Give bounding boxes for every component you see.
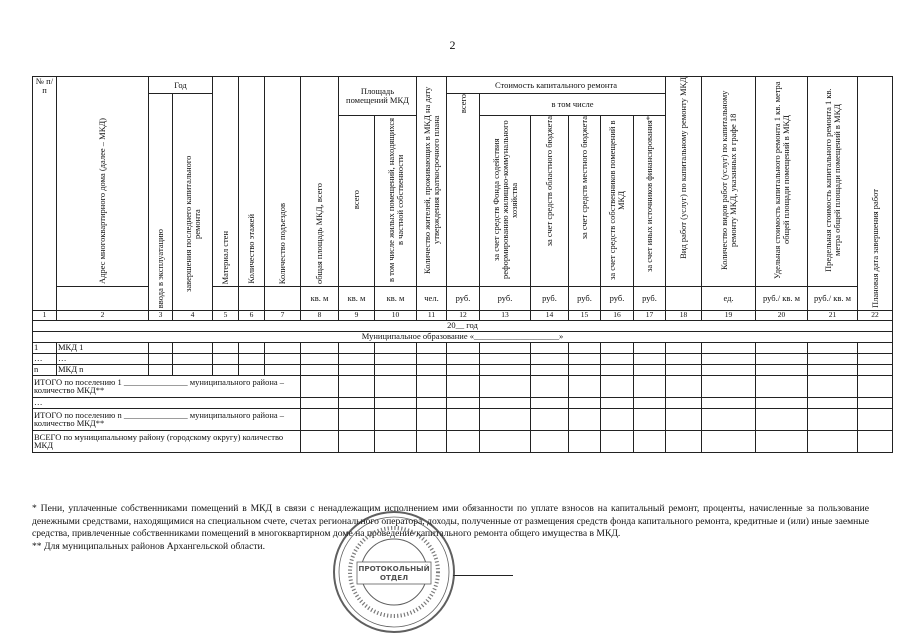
total-settlement-n: ИТОГО по поселению n _______________ муниципального района – количество МКД** (33, 408, 301, 430)
col-number: 6 (239, 310, 265, 320)
hdr-fund: за счет средств Фонда содействия реформированию жилищно-коммунального хозяйства (490, 120, 519, 280)
hdr-local: за счет средств местного бюджета (579, 116, 590, 240)
col-number: 21 (808, 310, 858, 320)
hdr-entrances: Количество подъездов (277, 202, 288, 284)
col-number: 16 (601, 310, 634, 320)
hdr-cost: Стоимость капитального ремонта (447, 77, 666, 94)
hdr-work-count: Количество видов работ (услуг) по капитальному ремонту МКД, указанных в графе 18 (718, 90, 738, 270)
col-number: 4 (173, 310, 213, 320)
hdr-plan-date: Плановая дата завершения работ (869, 188, 880, 308)
col-number: 22 (858, 310, 893, 320)
unit-col21: руб./ кв. м (808, 286, 858, 310)
svg-text:ОТДЕЛ: ОТДЕЛ (379, 573, 409, 582)
grand-total: ВСЕГО по муниципальному району (городскому округу) количество МКД (33, 430, 301, 452)
hdr-residents: Количество жителей, проживающих в МКД на дату утверждения краткосрочного плана (421, 86, 441, 274)
col-number: 2 (57, 310, 149, 320)
table-row (33, 342, 893, 353)
unit-col15: руб. (569, 286, 601, 310)
col-number: 18 (666, 310, 702, 320)
official-stamp-icon (330, 508, 458, 636)
table-row (33, 408, 893, 430)
hdr-premises-area: Площадь помещений МКД (339, 77, 417, 116)
total-settlement-1: ИТОГО по поселению 1 _______________ муниципального района – количество МКД** (33, 375, 301, 397)
footnote-1: * Пени, уплаченные собственниками помещений в МКД в связи с ненадлежащим исполнением ими обязанности по уплате взносов на капитальный ремонт, проценты, начисленные за пользование денежными средствами, находящимися на специальном счете, счетах регионального оператора, доходы, полученные от размещения средств фонда капитального ремонта, кредитные и (или) иные заемные средства, привлеченные собственниками помещений в многоквартирном доме на проведение капитального ремонта общего имущества в МКД. (32, 503, 869, 540)
unit-col17: руб. (634, 286, 666, 310)
unit-col16: руб. (601, 286, 634, 310)
col-number: 12 (447, 310, 480, 320)
table-row (33, 364, 893, 375)
col-number: 3 (149, 310, 173, 320)
hdr-limit-cost: Предельная стоимость капитального ремонта 1 кв. метра общей площади помещений в МКД (822, 88, 842, 272)
col-number: 11 (417, 310, 447, 320)
page-number: 2 (449, 38, 456, 52)
hdr-work-type: Вид работ (услуг) по капитальному ремонту МКД (678, 77, 689, 259)
unit-col10: кв. м (375, 286, 417, 310)
row-num: … (33, 353, 57, 364)
hdr-year-commission: ввода в эксплуатацию (155, 228, 166, 308)
hdr-walls: Материал стен (220, 230, 231, 284)
row-name: МКД 1 (57, 342, 149, 353)
table-row (33, 375, 893, 397)
row-name: МКД n (57, 364, 149, 375)
unit-col20: руб./ кв. м (756, 286, 808, 310)
col-number: 15 (569, 310, 601, 320)
hdr-owners: за счет средств собственников помещений в МКД (607, 120, 626, 280)
col-number: 19 (702, 310, 756, 320)
table-row (33, 430, 893, 452)
unit-col12: руб. (447, 286, 480, 310)
table-row (33, 353, 893, 364)
capital-repair-table (32, 76, 893, 453)
col-number: 20 (756, 310, 808, 320)
col-number: 8 (301, 310, 339, 320)
signature-line (453, 575, 513, 576)
col-number: 5 (213, 310, 239, 320)
hdr-year: Год (149, 77, 213, 94)
footnote-2: ** Для муниципальных районов Архангельской области. (32, 540, 266, 552)
municipality-row: Муниципальное образование «____________________» (33, 331, 893, 342)
col-number: 13 (480, 310, 531, 320)
unit-col9: кв. м (339, 286, 375, 310)
unit-col11: чел. (417, 286, 447, 310)
hdr-incl: в том числе (480, 94, 666, 116)
row-num: n (33, 364, 57, 375)
unit-col19: ед. (702, 286, 756, 310)
col-number: 14 (531, 310, 569, 320)
unit-col14: руб. (531, 286, 569, 310)
row-name: … (57, 353, 149, 364)
table-row (33, 397, 893, 408)
row-num: 1 (33, 342, 57, 353)
hdr-other: за счет иных источников финансирования* (644, 116, 655, 273)
hdr-residential-private: в том числе жилых помещений, находящихся в частной собственности (385, 117, 405, 283)
hdr-unit-cost: Удельная стоимость капитального ремонта 1 кв. метра общей площади помещений в МКД (771, 81, 791, 279)
svg-text:ПРОТОКОЛЬНЫЙ: ПРОТОКОЛЬНЫЙ (358, 564, 430, 573)
col-number: 17 (634, 310, 666, 320)
hdr-premises-total: всего (351, 190, 362, 210)
year-row: 20__ год (33, 320, 893, 331)
hdr-cost-total: всего (457, 94, 468, 114)
col-number: 7 (265, 310, 301, 320)
hdr-floors: Количество этажей (246, 214, 257, 284)
unit-col8: кв. м (301, 286, 339, 310)
col-number: 1 (33, 310, 57, 320)
hdr-num: № п/п (33, 77, 57, 311)
hdr-year-last-repair: завершения последнего капитального ремонта (182, 155, 202, 293)
hdr-regional: за счет средств областного бюджета (544, 116, 555, 247)
col-number: 9 (339, 310, 375, 320)
unit-col13: руб. (480, 286, 531, 310)
col-number: 10 (375, 310, 417, 320)
hdr-total-area: общая площадь МКД, всего (314, 182, 325, 284)
hdr-address: Адрес многоквартирного дома (далее – МКД) (97, 118, 108, 284)
dots-row: … (33, 397, 301, 408)
